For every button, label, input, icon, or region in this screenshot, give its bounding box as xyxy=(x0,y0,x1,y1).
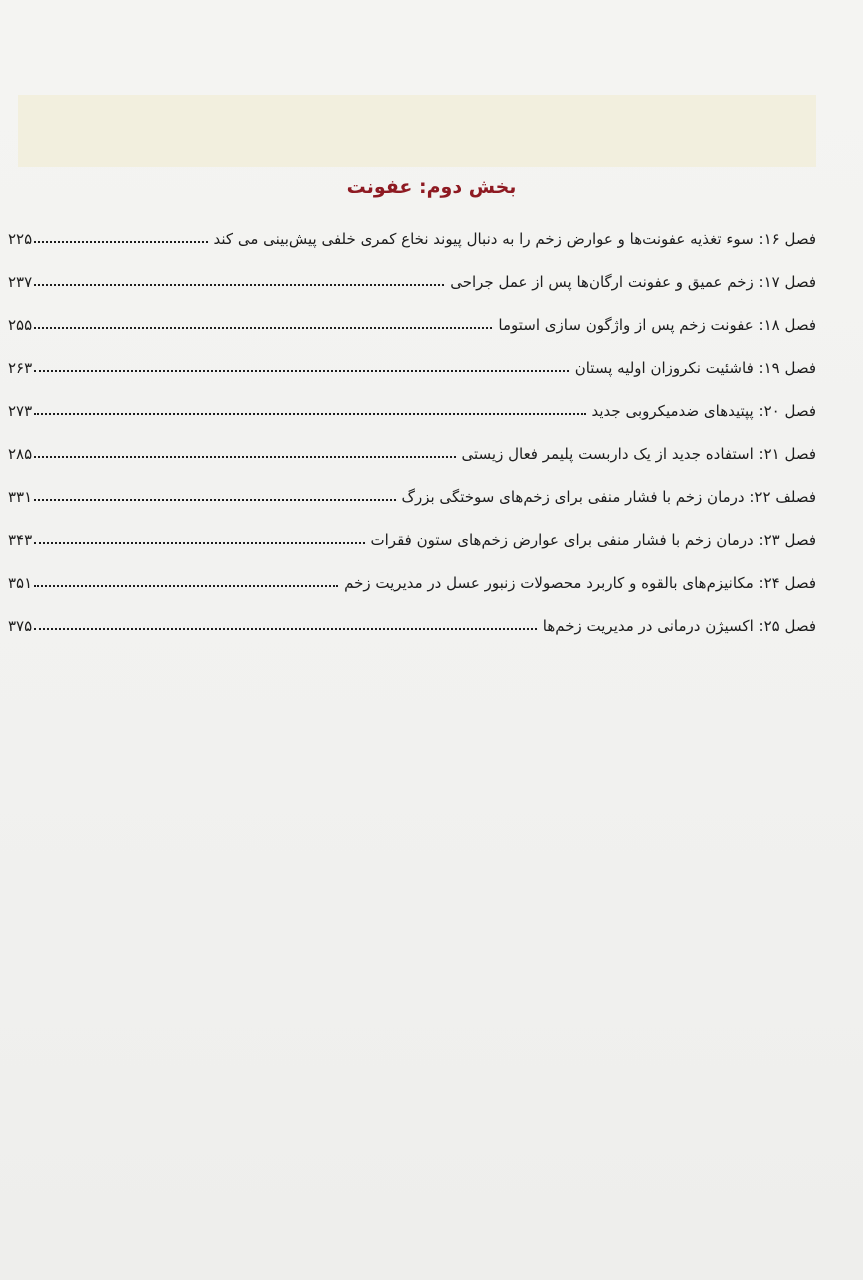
toc-entry xyxy=(8,609,816,652)
toc-entry xyxy=(8,480,816,523)
dot-leader xyxy=(34,370,569,372)
dot-leader xyxy=(34,585,338,587)
toc-page-number: ۲۷۳ xyxy=(8,402,33,420)
toc-chapter-title: فصل ۱۸: عفونت زخم پس از واژگون سازی استوما xyxy=(498,316,816,334)
toc-chapter-title: فصل ۲۳: درمان زخم با فشار منفی برای عوارض زخم‌های ستون فقرات xyxy=(370,531,816,549)
toc-page-number: ۳۳۱ xyxy=(8,488,33,506)
toc-page-number: ۲۶۳ xyxy=(8,359,33,377)
dot-leader xyxy=(34,542,364,544)
dot-leader xyxy=(34,499,395,501)
toc-page-number: ۳۵۱ xyxy=(8,574,33,592)
header-band xyxy=(18,95,816,167)
section-title: بخش دوم: عفونت xyxy=(346,176,517,198)
toc-entry xyxy=(8,222,816,265)
toc-entry xyxy=(8,265,816,308)
toc-chapter-title: فصل ۲۱: استفاده جدید از یک داربست پلیمر فعال زیستی xyxy=(461,445,816,463)
toc-page-number: ۲۵۵ xyxy=(8,316,33,334)
toc-chapter-title: فصل ۱۷: زخم عمیق و عفونت ارگان‌ها پس از عمل جراحی xyxy=(450,273,816,291)
toc-page-number: ۳۴۳ xyxy=(8,531,33,549)
toc-chapter-title: فصل ۲۵: اکسیژن درمانی در مدیریت زخم‌ها xyxy=(542,617,816,635)
toc-entry xyxy=(8,308,816,351)
toc-entry xyxy=(8,394,816,437)
toc-entry xyxy=(8,437,816,480)
dot-leader xyxy=(34,284,444,286)
toc-entry xyxy=(8,566,816,609)
toc-chapter-title: فصل ۲۰: پپتیدهای ضدمیکروبی جدید xyxy=(591,402,816,420)
dot-leader xyxy=(34,327,492,329)
toc-page-number: ۲۸۵ xyxy=(8,445,33,463)
toc-chapter-title: فصل ۱۹: فاشئیت نکروزان اولیه پستان xyxy=(574,359,816,377)
toc-entry xyxy=(8,523,816,566)
toc-page-number: ۳۷۵ xyxy=(8,617,33,635)
table-of-contents xyxy=(8,222,816,652)
toc-chapter-title: فصل ۲۴: مکانیزم‌های بالقوه و کاربرد محصولات زنبور عسل در مدیریت زخم xyxy=(344,574,816,592)
toc-page-number: ۲۲۵ xyxy=(8,230,33,248)
toc-chapter-title: فصل ۱۶: سوء تغذیه عفونت‌ها و عوارض زخم را به دنبال پیوند نخاع کمری خلفی پیش‌بینی می کند xyxy=(213,230,816,248)
dot-leader xyxy=(34,628,537,630)
dot-leader xyxy=(34,456,455,458)
dot-leader xyxy=(34,241,207,243)
toc-chapter-title: فصلف ۲۲: درمان زخم با فشار منفی برای زخم‌های سوختگی بزرگ xyxy=(401,488,816,506)
dot-leader xyxy=(34,413,585,415)
toc-entry xyxy=(8,351,816,394)
toc-page-number: ۲۳۷ xyxy=(8,273,33,291)
